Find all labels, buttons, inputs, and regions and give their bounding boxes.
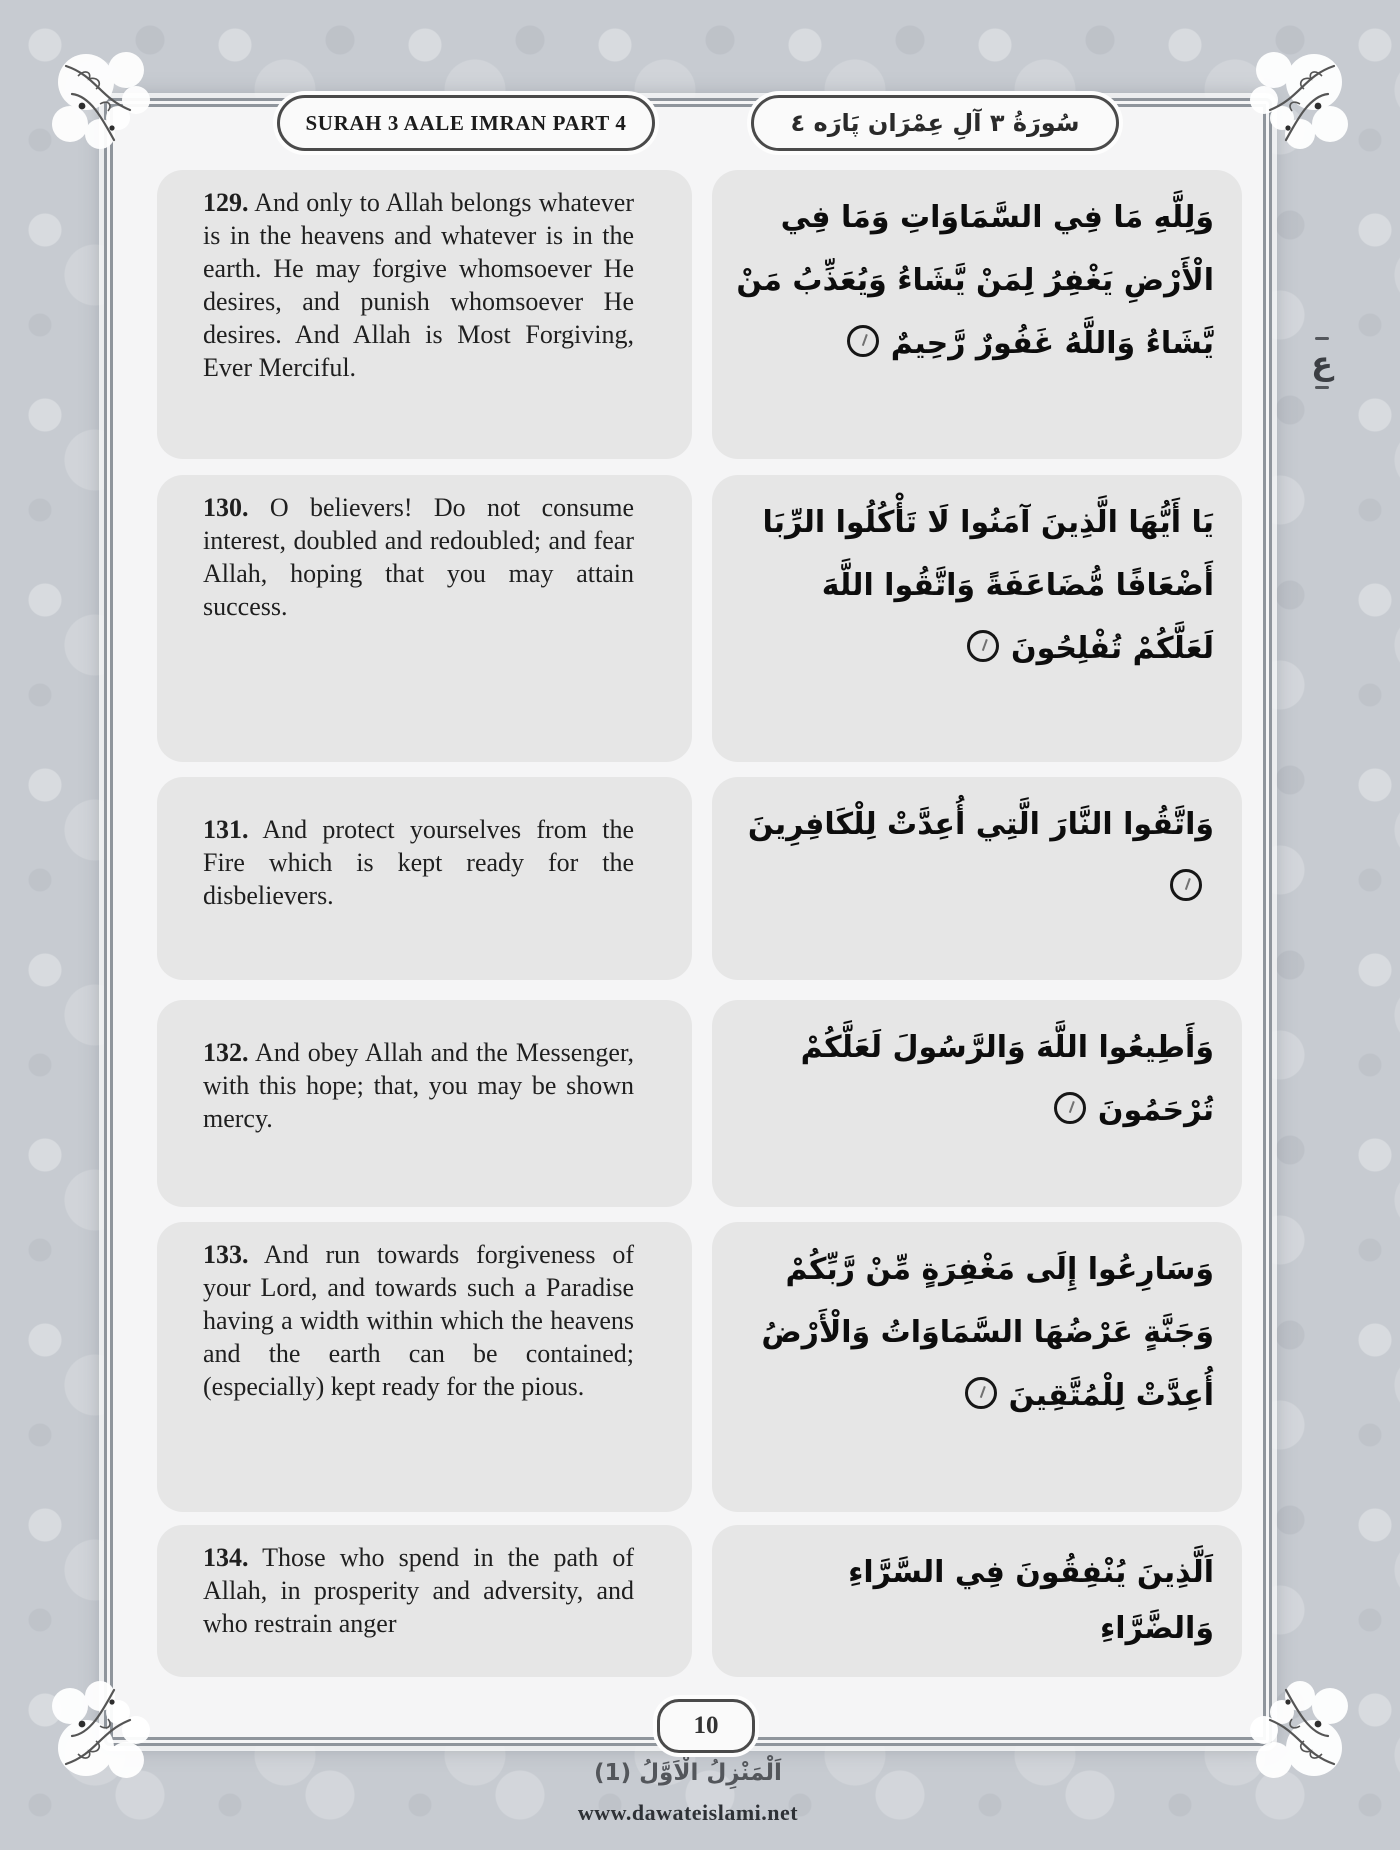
page-number: 10 xyxy=(693,1712,719,1739)
ruku-tick-top xyxy=(1315,337,1329,340)
verse-row-133 xyxy=(113,1222,1263,1512)
verse-number: 134. xyxy=(203,1543,249,1572)
verse-row-134 xyxy=(113,1525,1263,1677)
verse-english-text xyxy=(203,491,634,623)
website-url: www.dawateislami.net xyxy=(577,1800,799,1825)
ayah-end-icon xyxy=(1170,869,1202,901)
verse-arabic-block xyxy=(712,1222,1242,1512)
verse-arabic-text xyxy=(734,1016,1214,1142)
ayah-end-icon xyxy=(847,325,879,357)
verse-english-text xyxy=(203,813,634,912)
verse-arabic-body: وَلِلَّهِ مَا فِي السَّمَاوَاتِ وَمَا فِي الْأَرْضِ يَغْفِرُ لِمَنْ يَّشَاءُ وَيُعَذِّبُ مَنْ يَّشَاءُ وَاللَّهُ غَفُورٌ رَّحِيمٌ xyxy=(736,200,1214,361)
verse-arabic-text xyxy=(734,1238,1214,1427)
verse-arabic-body: وَسَارِعُوا إِلَى مَغْفِرَةٍ مِّنْ رَّبِّكُمْ وَجَنَّةٍ عَرْضُهَا السَّمَاوَاتُ وَالْأَرْضُ أُعِدَّتْ لِلْمُتَّقِينَ xyxy=(761,1252,1214,1413)
surah-title-arabic-label: سُورَةُ ٣ آلِ عِمْرَان پَارَه ٤ xyxy=(790,109,1080,137)
verse-english-body: And only to Allah belongs whatever is in the heavens and whatever is in the earth. He may forgive whomsoever He desires, and punish whomsoever He desires. And Allah is Most Forgiving, Ever Merciful. xyxy=(203,188,634,382)
verse-english-body: And run towards forgiveness of your Lord, and towards such a Paradise having a width within which the heavens and the earth can be contained; (especially) kept ready for the pious. xyxy=(203,1240,634,1401)
verse-arabic-text xyxy=(734,1545,1214,1657)
ayah-end-icon xyxy=(967,630,999,662)
verse-arabic-body: اَلَّذِينَ يُنْفِقُونَ فِي السَّرَّاءِ وَالضَّرَّاءِ xyxy=(848,1555,1214,1646)
verse-english-block xyxy=(157,1000,692,1207)
verse-arabic-block xyxy=(712,170,1242,459)
verse-arabic-body: يَا أَيُّهَا الَّذِينَ آمَنُوا لَا تَأْكُلُوا الرِّبَا أَضْعَافًا مُّضَاعَفَةً وَاتَّقُوا اللَّهَ لَعَلَّكُمْ تُفْلِحُونَ xyxy=(762,505,1214,666)
verse-english-body: O believers! Do not consume interest, doubled and redoubled; and fear Allah, hoping that you may attain success. xyxy=(203,493,634,621)
verse-arabic-block xyxy=(712,777,1242,980)
verse-english-text xyxy=(203,1541,634,1640)
manzil-label: اَلْمَنْزِلُ الْاَوَّلُ (1) xyxy=(594,1760,782,1786)
verse-arabic-text xyxy=(734,793,1214,919)
verse-arabic-text xyxy=(734,491,1214,680)
surah-title-english xyxy=(277,95,655,151)
verse-english-body: And protect yourselves from the Fire which is kept ready for the disbelievers. xyxy=(203,815,634,910)
verse-arabic-block xyxy=(712,1000,1242,1207)
verse-row-131 xyxy=(113,777,1263,980)
verse-english-text xyxy=(203,1036,634,1135)
ayah-end-icon xyxy=(1054,1092,1086,1124)
verse-number: 130. xyxy=(203,493,249,522)
verse-arabic-body: وَأَطِيعُوا اللَّهَ وَالرَّسُولَ لَعَلَّكُمْ تُرْحَمُونَ xyxy=(800,1030,1214,1128)
verse-english-text xyxy=(203,1238,634,1403)
verse-english-block xyxy=(157,170,692,459)
verse-arabic-body: وَاتَّقُوا النَّارَ الَّتِي أُعِدَّتْ لِلْكَافِرِينَ xyxy=(747,807,1214,842)
verse-number: 131. xyxy=(203,815,249,844)
verse-row-132 xyxy=(113,1000,1263,1207)
verse-arabic-text xyxy=(734,186,1214,375)
ayah-end-icon xyxy=(965,1377,997,1409)
verse-number: 129. xyxy=(203,188,249,217)
ruku-marker xyxy=(1294,334,1350,392)
ruku-tick-bottom xyxy=(1315,386,1329,389)
verse-english-block xyxy=(157,1222,692,1512)
verse-row-129 xyxy=(113,170,1263,459)
verse-number: 133. xyxy=(203,1240,249,1269)
surah-title-arabic xyxy=(751,95,1119,151)
verse-number: 132. xyxy=(203,1038,249,1067)
verse-arabic-block xyxy=(712,475,1242,762)
verse-english-body: And obey Allah and the Messenger, with this hope; that, you may be shown mercy. xyxy=(203,1038,634,1133)
verse-english-block xyxy=(157,475,692,762)
verse-row-130 xyxy=(113,475,1263,762)
verse-arabic-block xyxy=(712,1525,1242,1677)
ruku-letter: ع xyxy=(1311,344,1333,382)
surah-title-english-label: SURAH 3 AALE IMRAN PART 4 xyxy=(305,110,627,135)
verse-english-text xyxy=(203,186,634,384)
page-number-badge xyxy=(657,1699,755,1753)
verse-english-block xyxy=(157,1525,692,1677)
verse-english-body: Those who spend in the path of Allah, in prosperity and adversity, and who restrain anger xyxy=(203,1543,635,1638)
verse-english-block xyxy=(157,777,692,980)
page-frame xyxy=(104,98,1272,1746)
